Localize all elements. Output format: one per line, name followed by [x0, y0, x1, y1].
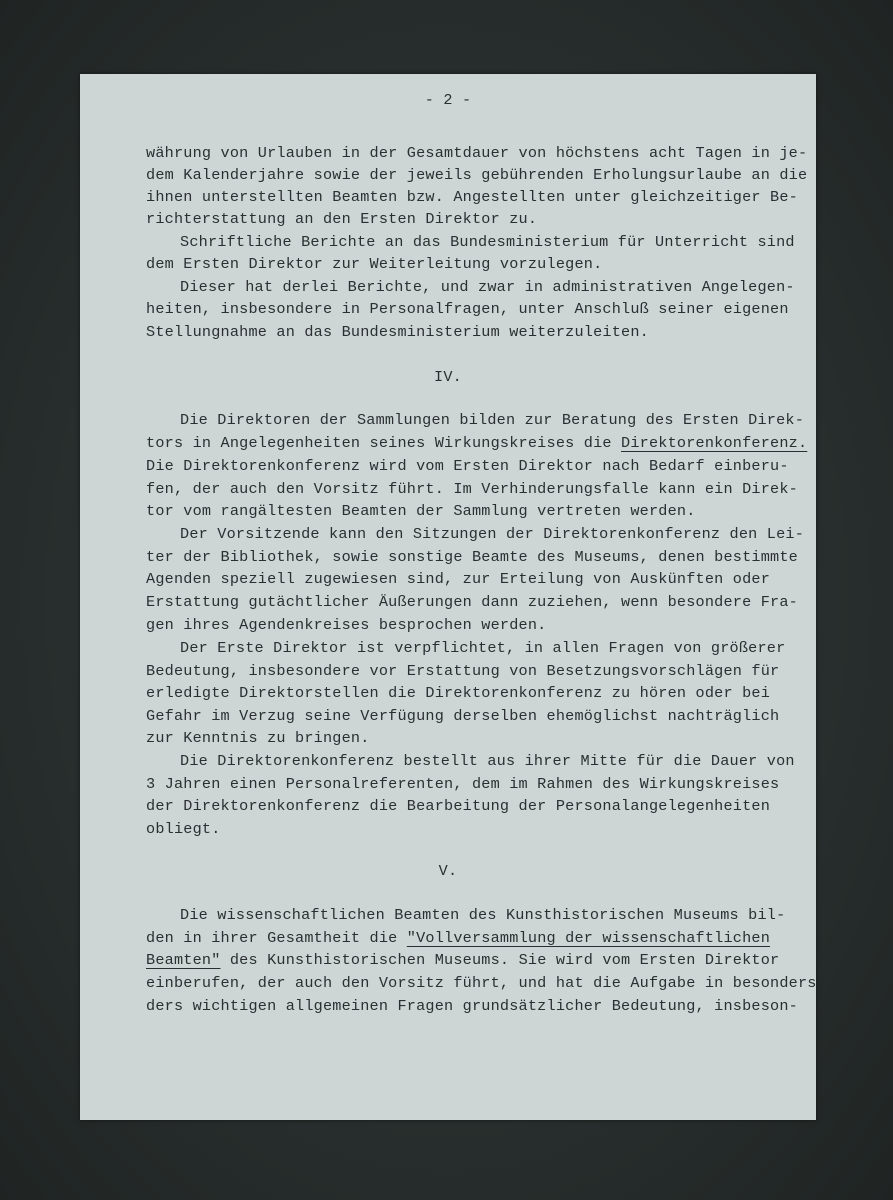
- text-line: Die Direktorenkonferenz wird vom Ersten Direktor nach Bedarf einberu-: [146, 457, 789, 475]
- text-line: [146, 949, 779, 971]
- text-line: Die wissenschaftlichen Beamten des Kunsthistorischen Museums bil-: [180, 906, 786, 924]
- text-line: dem Kalenderjahre sowie der jeweils gebührenden Erholungsurlaube an die: [146, 166, 808, 184]
- text-line: [146, 432, 807, 454]
- text-line: Der Erste Direktor ist verpflichtet, in allen Fragen von größerer: [180, 639, 786, 657]
- underlined-term: Direktorenkonferenz.: [621, 434, 808, 452]
- text-line: Dieser hat derlei Berichte, und zwar in administrativen Angelegen-: [180, 278, 795, 296]
- text-line: ihnen unterstellten Beamten bzw. Angestellten unter gleichzeitiger Be-: [146, 188, 798, 206]
- text-line: erledigte Direktorstellen die Direktorenkonferenz zu hören oder bei: [146, 684, 771, 702]
- text-line: tor vom rangältesten Beamten der Sammlung vertreten werden.: [146, 502, 696, 520]
- text-segment: tors in Angelegenheiten seines Wirkungskreises die: [146, 434, 622, 452]
- text-line: fen, der auch den Vorsitz führt. Im Verhinderungsfalle kann ein Direk-: [146, 480, 798, 498]
- text-line: Schriftliche Berichte an das Bundesministerium für Unterricht sind: [180, 233, 795, 251]
- text-line: Gefahr im Verzug seine Verfügung derselben ehemöglichst nachträglich: [146, 707, 780, 725]
- text-line: ter der Bibliothek, sowie sonstige Beamte des Museums, denen bestimmte: [146, 548, 798, 566]
- page-number: - 2 -: [424, 91, 472, 109]
- text-line: Die Direktoren der Sammlungen bilden zur Beratung des Ersten Direk-: [180, 411, 805, 429]
- text-line: 3 Jahren einen Personalreferenten, dem im Rahmen des Wirkungskreises: [146, 775, 780, 793]
- text-line: obliegt.: [146, 820, 221, 838]
- text-segment: des Kunsthistorischen Museums. Sie wird vom Ersten Direktor: [220, 951, 780, 969]
- text-line: heiten, insbesondere in Personalfragen, unter Anschluß seiner eigenen: [146, 300, 789, 318]
- text-line: richterstattung an den Ersten Direktor zu.: [146, 210, 538, 228]
- text-line: [146, 927, 770, 949]
- text-line: Die Direktorenkonferenz bestellt aus ihrer Mitte für die Dauer von: [180, 752, 795, 770]
- text-line: der Direktorenkonferenz die Bearbeitung der Personalangelegenheiten: [146, 797, 771, 815]
- text-line: dem Ersten Direktor zur Weiterleitung vorzulegen.: [146, 255, 603, 273]
- underlined-term: Beamten": [146, 951, 221, 969]
- document-page: [80, 74, 816, 1120]
- text-line: Erstattung gutächtlicher Äußerungen dann zuziehen, wenn besondere Fra-: [146, 593, 798, 611]
- text-line: Der Vorsitzende kann den Sitzungen der Direktorenkonferenz den Lei-: [180, 525, 805, 543]
- underlined-term: "Vollversammlung der wissenschaftlichen: [406, 929, 771, 947]
- section-heading-iv: IV.: [434, 368, 462, 386]
- text-line: zur Kenntnis zu bringen.: [146, 729, 370, 747]
- text-line: Agenden speziell zugewiesen sind, zur Erteilung von Auskünften oder: [146, 570, 771, 588]
- text-segment: den in ihrer Gesamtheit die: [146, 929, 407, 947]
- text-line: Stellungnahme an das Bundesministerium weiterzuleiten.: [146, 323, 649, 341]
- text-line: währung von Urlauben in der Gesamtdauer von höchstens acht Tagen in je-: [146, 144, 808, 162]
- section-heading-v: V.: [438, 862, 458, 880]
- text-line: Bedeutung, insbesondere vor Erstattung von Besetzungsvorschlägen für: [146, 662, 780, 680]
- text-line: gen ihres Agendenkreises besprochen werden.: [146, 616, 547, 634]
- text-line: ders wichtigen allgemeinen Fragen grundsätzlicher Bedeutung, insbeson-: [146, 997, 798, 1015]
- text-line: einberufen, der auch den Vorsitz führt, und hat die Aufgabe in besonders: [146, 974, 817, 992]
